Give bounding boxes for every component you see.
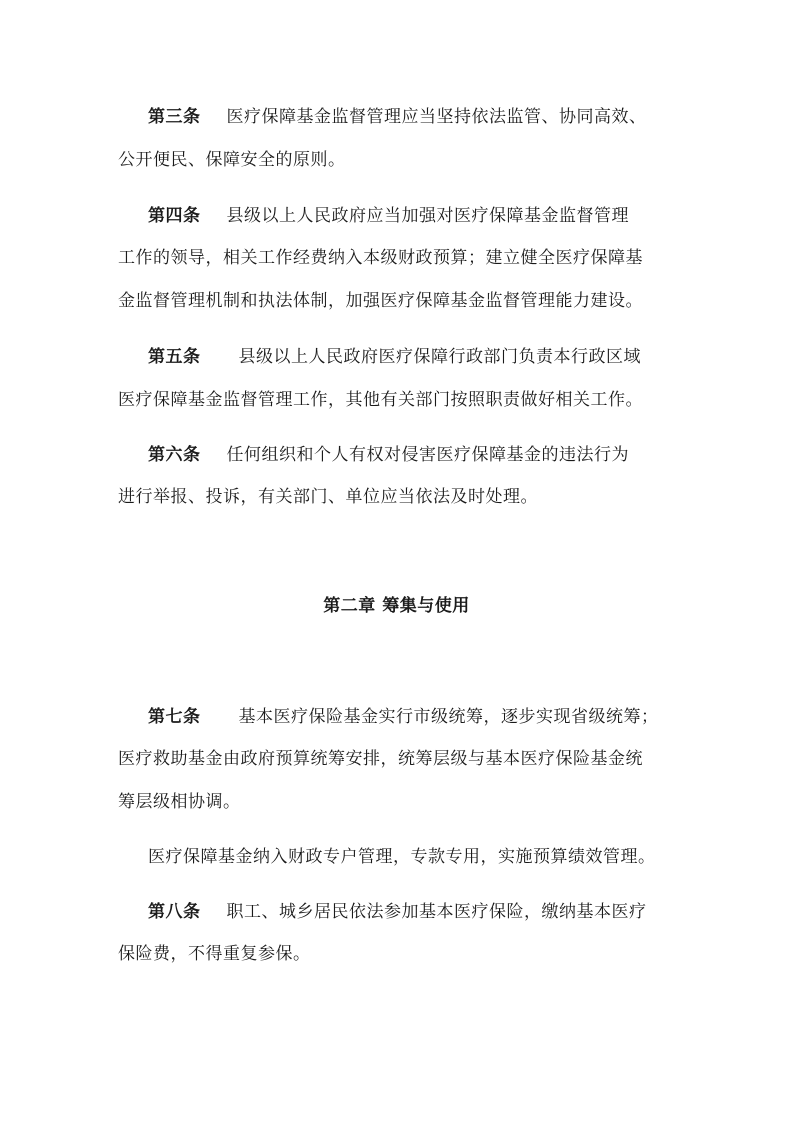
article-7-line-1 [148,705,708,729]
article-6-line-2: 进行举报、投诉，有关部门、单位应当依法及时处理。 [118,487,538,507]
article-5-line-1 [148,345,708,369]
article-7-paragraph-2: 医疗保障基金纳入财政专户管理，专款专用，实施预算绩效管理。 [148,847,656,867]
article-3-line-1 [148,105,708,129]
article-3-text-1: 医疗保障基金监督管理应当坚持依法监管、协同高效、 [226,107,647,127]
article-8-line-2: 保险费，不得重复参保。 [118,944,311,964]
article-4-label: 第四条 [148,206,201,226]
article-6-text-1: 任何组织和个人有权对侵害医疗保障基金的违法行为 [226,445,629,465]
article-4-text-1: 县级以上人民政府应当加强对医疗保障基金监督管理 [226,206,629,226]
article-3-label: 第三条 [148,107,201,127]
article-5-text-1: 县级以上人民政府医疗保障行政部门负责本行政区域 [238,347,641,367]
article-4-line-2: 工作的领导，相关工作经费纳入本级财政预算；建立健全医疗保障基 [118,248,643,268]
article-4-line-3: 金监督管理机制和执法体制，加强医疗保障基金监督管理能力建设。 [118,291,643,311]
chapter-2-heading: 第二章 筹集与使用 [323,596,470,616]
article-8-label: 第八条 [148,902,201,922]
article-3-line-2: 公开便民、保障安全的原则。 [118,150,346,170]
article-5-line-2: 医疗保障基金监督管理工作，其他有关部门按照职责做好相关工作。 [118,390,643,410]
article-8-line-1 [148,900,708,924]
article-7-line-3: 筹层级相协调。 [118,792,241,812]
article-8-text-1: 职工、城乡居民依法参加基本医疗保险，缴纳基本医疗 [226,902,647,922]
article-6-label: 第六条 [148,445,201,465]
article-4-line-1 [148,204,708,228]
article-7-line-2: 医疗救助基金由政府预算统筹安排，统筹层级与基本医疗保险基金统 [118,749,643,769]
article-6-line-1 [148,443,708,467]
article-7-text-1: 基本医疗保险基金实行市级统筹，逐步实现省级统筹； [238,707,659,727]
article-5-label: 第五条 [148,347,201,367]
article-7-label: 第七条 [148,707,201,727]
